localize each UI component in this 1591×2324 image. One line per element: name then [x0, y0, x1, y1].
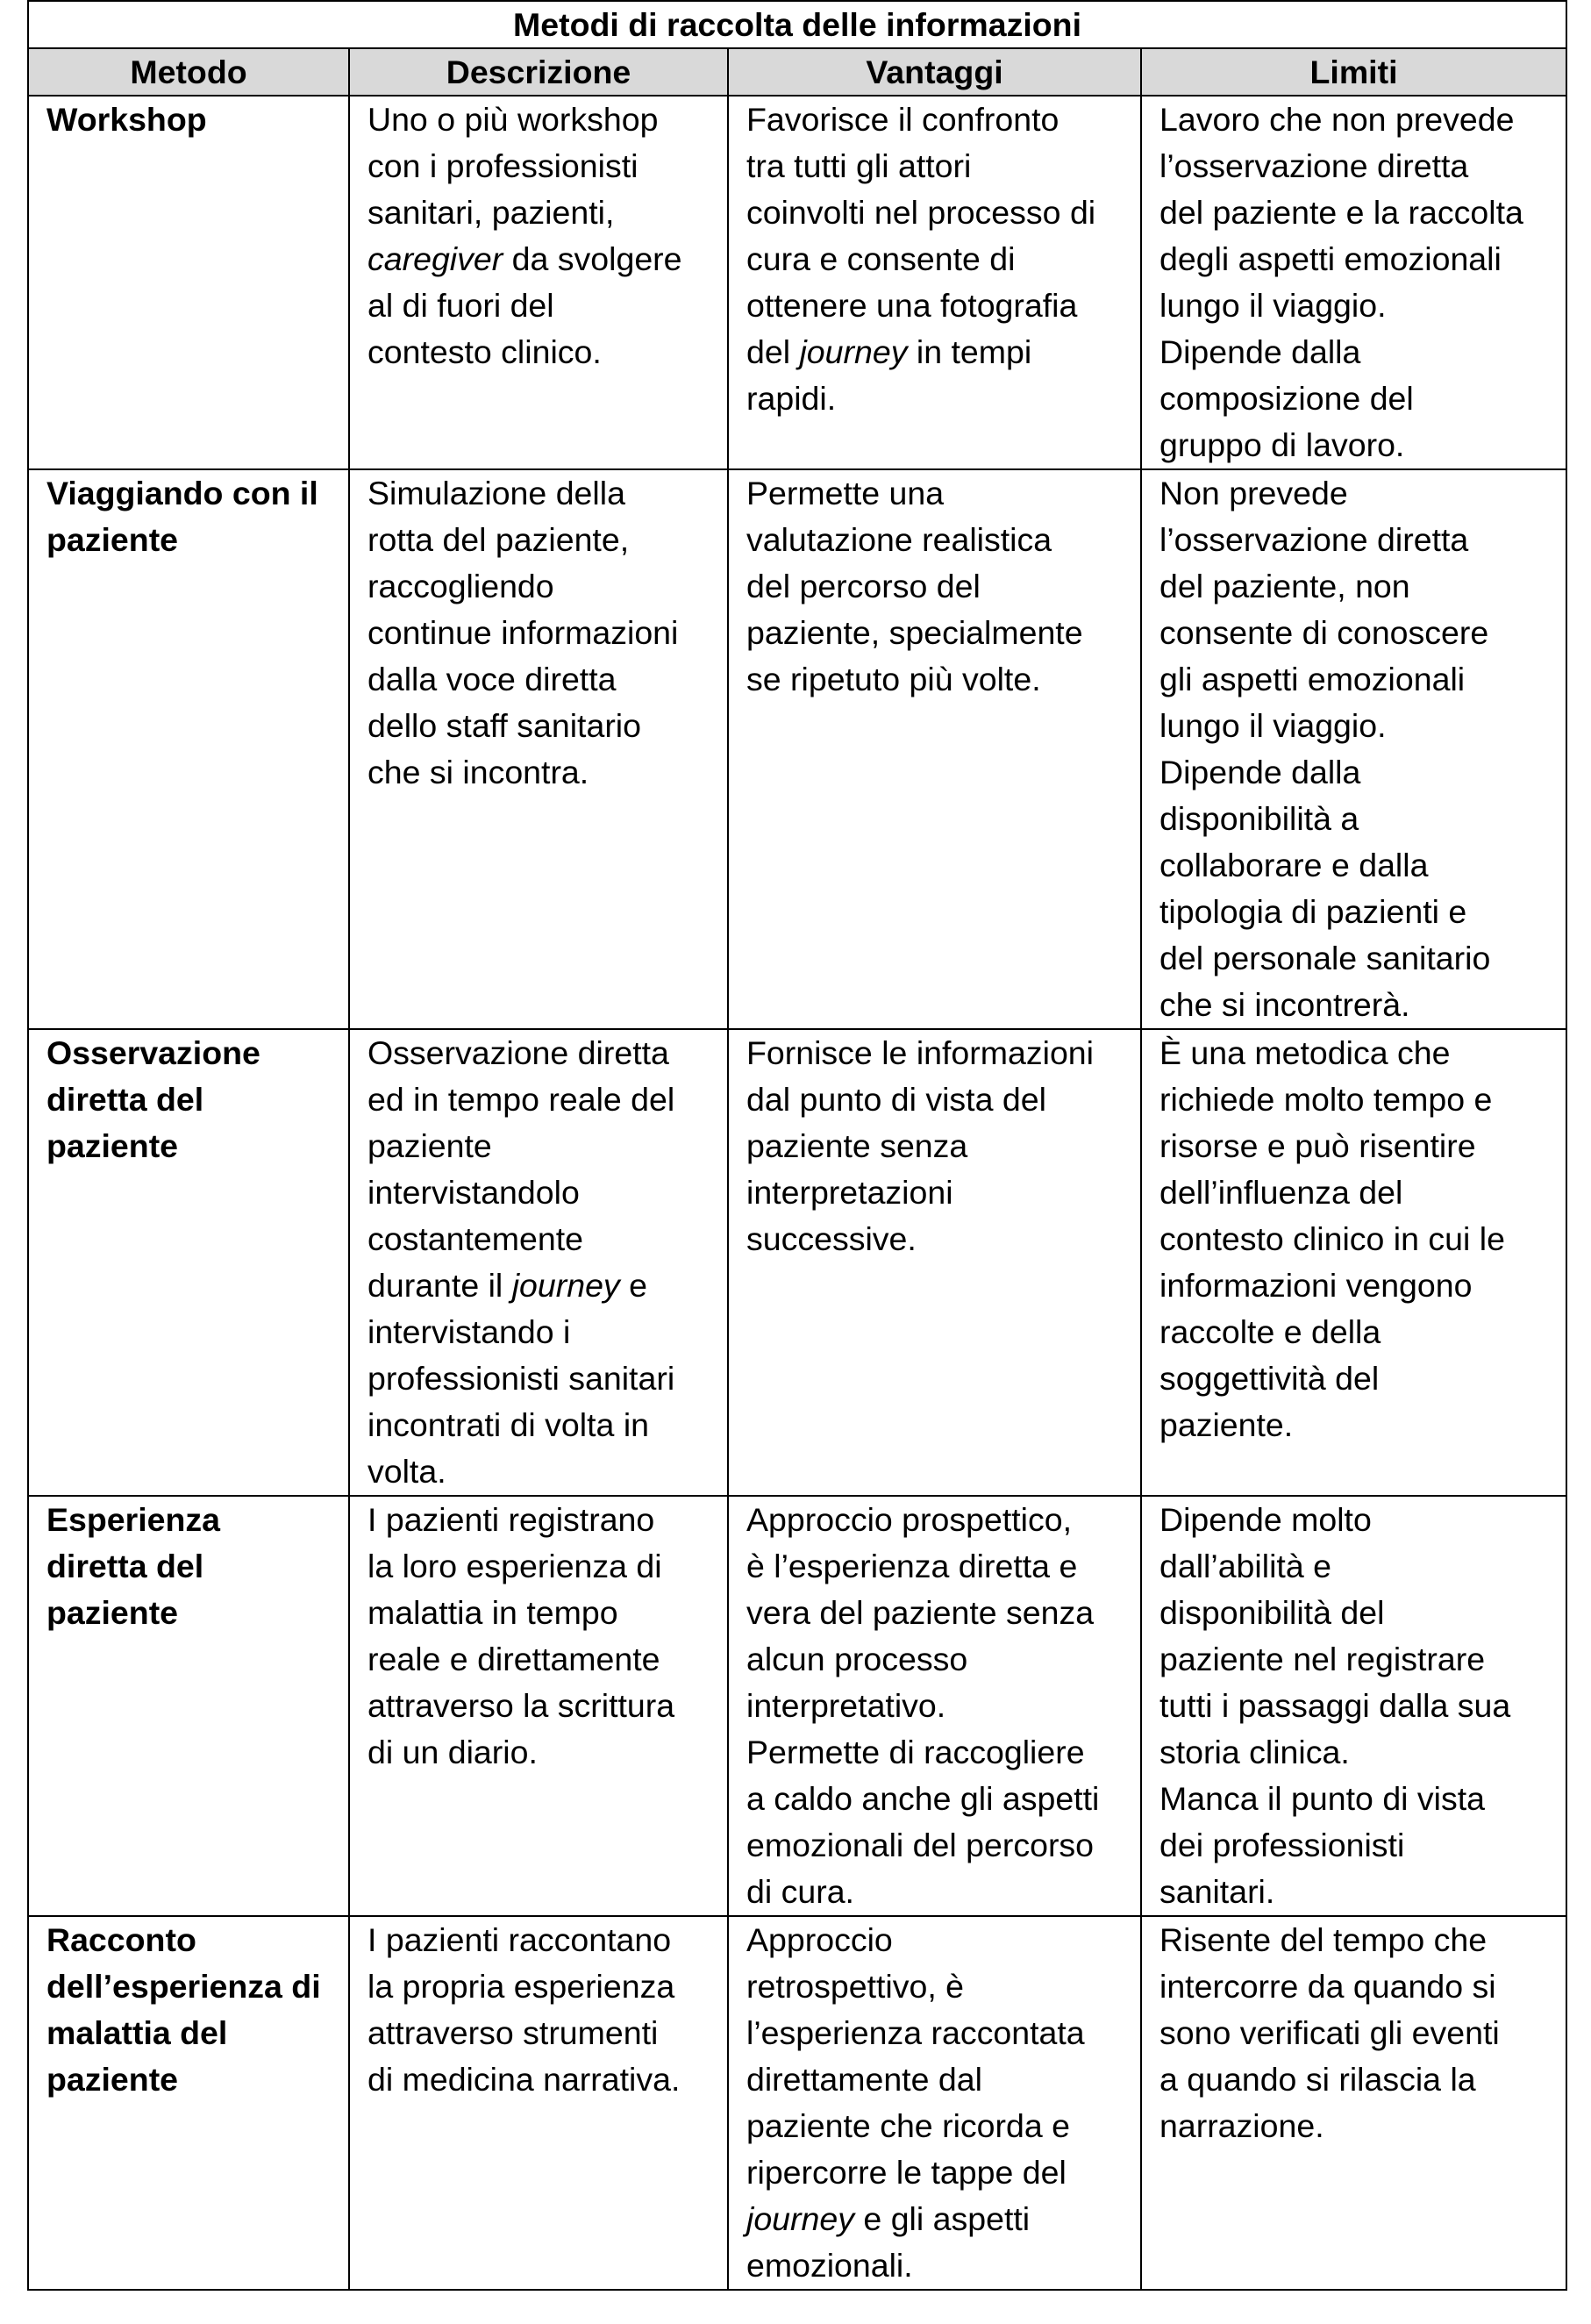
cell-line: direttamente dal: [746, 2061, 982, 2098]
cell-limiti: [1141, 1496, 1566, 1916]
cell-line: Workshop: [46, 101, 207, 138]
cell-line: È una metodica che: [1159, 1034, 1451, 1071]
cell-line: raccogliendo: [367, 568, 554, 604]
cell-line: gli aspetti emozionali: [1159, 661, 1466, 697]
cell-line: emozionali.: [746, 2247, 913, 2284]
cell-line: durante il journey e: [367, 1267, 647, 1304]
cell-line: continue informazioni: [367, 614, 679, 651]
table-row: [28, 1496, 1566, 1916]
table-row: [28, 1029, 1566, 1496]
table-row: [28, 1916, 1566, 2290]
cell-line: reale e direttamente: [367, 1641, 660, 1677]
cell-line: interpretazioni: [746, 1174, 953, 1211]
cell-line: Manca il punto di vista: [1159, 1780, 1486, 1817]
cell-line: I pazienti registrano: [367, 1501, 655, 1538]
cell-line: Uno o più workshop: [367, 101, 659, 138]
cell-line: dei professionisti: [1159, 1827, 1405, 1863]
cell-line: diretta del: [46, 1081, 204, 1118]
cell-line: consente di conoscere: [1159, 614, 1489, 651]
cell-line: incontrati di volta in: [367, 1406, 650, 1443]
cell-line: paziente: [46, 1594, 179, 1631]
cell-line: composizione del: [1159, 380, 1414, 417]
cell-line: storia clinica.: [1159, 1734, 1350, 1770]
cell-line: retrospettivo, è: [746, 1968, 965, 2005]
cell-line: attraverso la scrittura: [367, 1687, 675, 1724]
cell-line: Non prevede: [1159, 475, 1348, 511]
cell-line: sono verificati gli eventi: [1159, 2014, 1500, 2051]
cell-line: a caldo anche gli aspetti: [746, 1780, 1100, 1817]
cell-line: rapidi.: [746, 380, 837, 417]
cell-line: a quando si rilascia la: [1159, 2061, 1476, 2098]
cell-line: tra tutti gli attori: [746, 147, 972, 184]
cell-line: Esperienza: [46, 1501, 221, 1538]
cell-line: che si incontrerà.: [1159, 986, 1410, 1023]
cell-line: successive.: [746, 1220, 917, 1257]
cell-line: sanitari, pazienti,: [367, 194, 615, 231]
cell-line: di cura.: [746, 1873, 854, 1910]
cell-descrizione: [349, 1029, 728, 1496]
cell-line: Lavoro che non prevede: [1159, 101, 1515, 138]
cell-line: emozionali del percorso: [746, 1827, 1095, 1863]
cell-line: malattia del: [46, 2014, 228, 2051]
cell-limiti: [1141, 1029, 1566, 1496]
cell-line: I pazienti raccontano: [367, 1921, 672, 1958]
cell-line: rotta del paziente,: [367, 521, 630, 558]
cell-line: coinvolti nel processo di: [746, 194, 1096, 231]
cell-line: paziente: [46, 1127, 179, 1164]
cell-line: lungo il viaggio.: [1159, 287, 1387, 324]
cell-line: dalla voce diretta: [367, 661, 617, 697]
cell-line: collaborare e dalla: [1159, 847, 1429, 883]
cell-line: Permette di raccogliere: [746, 1734, 1085, 1770]
cell-line: alcun processo: [746, 1641, 968, 1677]
cell-limiti: [1141, 1916, 1566, 2290]
cell-line: costantemente: [367, 1220, 583, 1257]
cell-line: dall’abilità e: [1159, 1548, 1331, 1584]
cell-line: Osservazione diretta: [367, 1034, 669, 1071]
cell-line: dell’esperienza di: [46, 1968, 321, 2005]
cell-line: diretta del: [46, 1548, 204, 1584]
cell-vantaggi: [728, 1029, 1141, 1496]
cell-line: ripercorre le tappe del: [746, 2154, 1067, 2191]
cell-line: dal punto di vista del: [746, 1081, 1046, 1118]
cell-line: del personale sanitario: [1159, 940, 1491, 976]
cell-line: Fornisce le informazioni: [746, 1034, 1094, 1071]
cell-line: paziente: [46, 521, 179, 558]
cell-line: raccolte e della: [1159, 1313, 1381, 1350]
cell-line: volta.: [367, 1453, 446, 1490]
cell-line: malattia in tempo: [367, 1594, 618, 1631]
cell-line: narrazione.: [1159, 2107, 1324, 2144]
cell-line: degli aspetti emozionali: [1159, 240, 1502, 277]
cell-line: Risente del tempo che: [1159, 1921, 1488, 1958]
cell-metodo: [28, 1496, 349, 1916]
cell-line: valutazione realistica: [746, 521, 1052, 558]
cell-line: informazioni vengono: [1159, 1267, 1473, 1304]
cell-line: del journey in tempi: [746, 333, 1032, 370]
cell-line: se ripetuto più volte.: [746, 661, 1041, 697]
cell-line: la propria esperienza: [367, 1968, 675, 2005]
cell-descrizione: [349, 469, 728, 1029]
cell-line: l’osservazione diretta: [1159, 147, 1469, 184]
cell-descrizione: [349, 1496, 728, 1916]
cell-line: Viaggiando con il: [46, 475, 318, 511]
cell-line: disponibilità del: [1159, 1594, 1385, 1631]
cell-line: Simulazione della: [367, 475, 625, 511]
cell-line: lungo il viaggio.: [1159, 707, 1387, 744]
cell-line: intervistando i: [367, 1313, 571, 1350]
cell-line: con i professionisti: [367, 147, 639, 184]
cell-line: vera del paziente senza: [746, 1594, 1095, 1631]
cell-line: Osservazione: [46, 1034, 260, 1071]
cell-line: l’osservazione diretta: [1159, 521, 1469, 558]
cell-line: tutti i passaggi dalla sua: [1159, 1687, 1511, 1724]
cell-line: del paziente, non: [1159, 568, 1410, 604]
cell-line: contesto clinico in cui le: [1159, 1220, 1505, 1257]
cell-line: dell’influenza del: [1159, 1174, 1403, 1211]
cell-line: paziente.: [1159, 1406, 1294, 1443]
cell-line: l’esperienza raccontata: [746, 2014, 1085, 2051]
header-metodo: Metodo: [28, 48, 349, 96]
table-row: [28, 96, 1566, 469]
cell-line: ottenere una fotografia: [746, 287, 1078, 324]
cell-line: risorse e può risentire: [1159, 1127, 1476, 1164]
cell-line: Dipende dalla: [1159, 333, 1361, 370]
cell-limiti: [1141, 96, 1566, 469]
cell-line: dello staff sanitario: [367, 707, 641, 744]
cell-line: paziente senza: [746, 1127, 968, 1164]
cell-line: gruppo di lavoro.: [1159, 426, 1405, 463]
cell-line: caregiver da svolgere: [367, 240, 682, 277]
cell-line: Approccio prospettico,: [746, 1501, 1073, 1538]
cell-metodo: [28, 1916, 349, 2290]
cell-line: paziente: [46, 2061, 179, 2098]
methods-table: [27, 0, 1567, 2291]
cell-line: attraverso strumenti: [367, 2014, 659, 2051]
header-descrizione: Descrizione: [349, 48, 728, 96]
cell-line: Approccio: [746, 1921, 893, 1958]
cell-line: del percorso del: [746, 568, 981, 604]
cell-line: Racconto: [46, 1921, 196, 1958]
cell-line: Permette una: [746, 475, 945, 511]
cell-line: intercorre da quando si: [1159, 1968, 1496, 2005]
cell-line: che si incontra.: [367, 754, 589, 790]
cell-vantaggi: [728, 96, 1141, 469]
cell-line: di medicina narrativa.: [367, 2061, 681, 2098]
cell-line: sanitari.: [1159, 1873, 1275, 1910]
cell-line: Dipende dalla: [1159, 754, 1361, 790]
cell-vantaggi: [728, 469, 1141, 1029]
cell-line: interpretativo.: [746, 1687, 946, 1724]
cell-descrizione: [349, 96, 728, 469]
cell-metodo: [28, 469, 349, 1029]
cell-line: Dipende molto: [1159, 1501, 1372, 1538]
cell-line: ed in tempo reale del: [367, 1081, 675, 1118]
cell-line: journey e gli aspetti: [746, 2200, 1031, 2237]
table-body: [28, 96, 1566, 2290]
cell-line: paziente nel registrare: [1159, 1641, 1486, 1677]
cell-vantaggi: [728, 1916, 1141, 2290]
cell-line: paziente: [367, 1127, 492, 1164]
cell-descrizione: [349, 1916, 728, 2290]
header-row: [28, 48, 1566, 96]
cell-line: tipologia di pazienti e: [1159, 893, 1467, 930]
cell-line: professionisti sanitari: [367, 1360, 675, 1397]
cell-line: del paziente e la raccolta: [1159, 194, 1523, 231]
cell-line: richiede molto tempo e: [1159, 1081, 1493, 1118]
cell-metodo: [28, 1029, 349, 1496]
cell-line: paziente che ricorda e: [746, 2107, 1070, 2144]
cell-limiti: [1141, 469, 1566, 1029]
cell-line: soggettività del: [1159, 1360, 1380, 1397]
cell-line: paziente, specialmente: [746, 614, 1083, 651]
table-row: [28, 469, 1566, 1029]
header-vantaggi: Vantaggi: [728, 48, 1141, 96]
cell-line: cura e consente di: [746, 240, 1016, 277]
cell-line: contesto clinico.: [367, 333, 602, 370]
title-row: [28, 1, 1566, 48]
cell-line: di un diario.: [367, 1734, 538, 1770]
cell-line: intervistandolo: [367, 1174, 580, 1211]
cell-metodo: [28, 96, 349, 469]
cell-line: disponibilità a: [1159, 800, 1359, 837]
header-limiti: Limiti: [1141, 48, 1566, 96]
cell-vantaggi: [728, 1496, 1141, 1916]
cell-line: è l’esperienza diretta e: [746, 1548, 1078, 1584]
cell-line: la loro esperienza di: [367, 1548, 662, 1584]
cell-line: Favorisce il confronto: [746, 101, 1059, 138]
table-title: Metodi di raccolta delle informazioni: [28, 1, 1566, 48]
cell-line: al di fuori del: [367, 287, 554, 324]
